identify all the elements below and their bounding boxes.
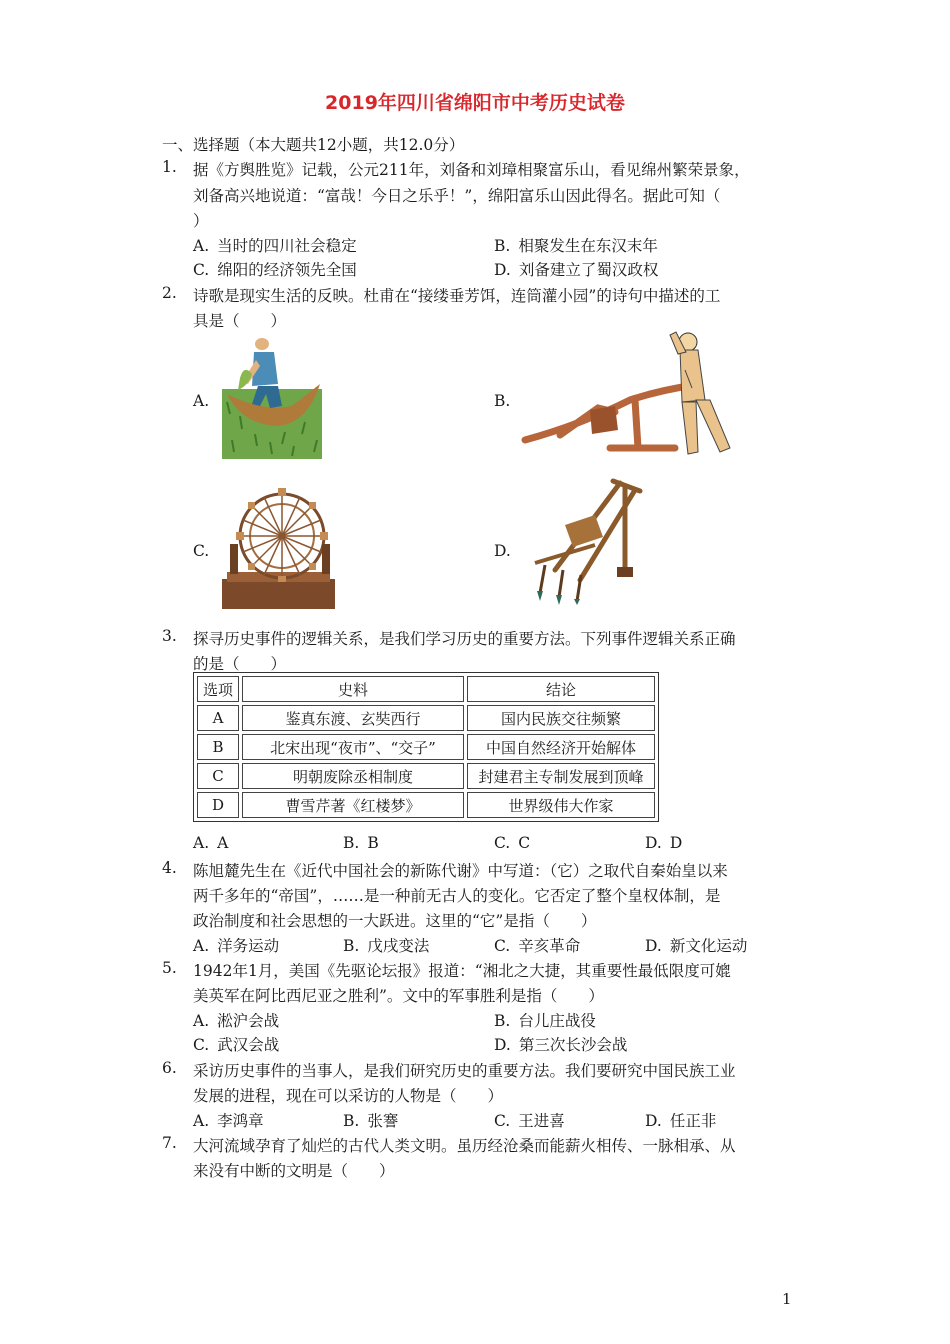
option-text: 刘备建立了蜀汉政权 bbox=[518, 261, 659, 279]
question-number: 6. bbox=[162, 1059, 177, 1077]
option-text: 辛亥革命 bbox=[518, 937, 581, 955]
table-cell: 中国自然经济开始解体 bbox=[467, 734, 655, 760]
option-label: C. bbox=[494, 1112, 511, 1130]
question-text-line: 具是（ ） bbox=[193, 312, 287, 330]
table-row bbox=[197, 734, 655, 760]
option-b[interactable] bbox=[343, 934, 429, 956]
question-text-line: 发展的进程，现在可以采访的人物是（ ） bbox=[193, 1087, 504, 1105]
option-c[interactable] bbox=[193, 1033, 279, 1055]
table-cell: 国内民族交往频繁 bbox=[467, 705, 655, 731]
table-cell: B bbox=[197, 734, 239, 760]
question-text-line: 政治制度和社会思想的一大跃进。这里的“它”是指（ ） bbox=[193, 912, 597, 930]
option-text: 淞沪会战 bbox=[217, 1012, 280, 1030]
option-text: 李鸿章 bbox=[217, 1112, 264, 1130]
option-text: 戊戌变法 bbox=[367, 937, 430, 955]
question-text-line: ） bbox=[193, 212, 209, 230]
option-text: B bbox=[367, 834, 379, 852]
question-number: 7. bbox=[162, 1134, 177, 1152]
option-label: C. bbox=[494, 834, 511, 852]
option-label: B. bbox=[494, 1012, 511, 1030]
table-cell: C bbox=[197, 763, 239, 789]
option-text: 台儿庄战役 bbox=[518, 1012, 596, 1030]
option-label: D. bbox=[645, 1112, 662, 1130]
question-text-line: 探寻历史事件的逻辑关系，是我们学习历史的重要方法。下列事件逻辑关系正确 bbox=[193, 630, 736, 648]
table-row bbox=[197, 763, 655, 789]
table-header-cell: 选项 bbox=[197, 676, 239, 702]
waterwheel-image[interactable] bbox=[222, 484, 335, 609]
option-label: B. bbox=[343, 937, 360, 955]
option-label: C. bbox=[193, 1036, 210, 1054]
table-row bbox=[197, 792, 655, 818]
question-number: 5. bbox=[162, 959, 177, 977]
option-d[interactable] bbox=[494, 1033, 627, 1055]
question-text-line: 据《方舆胜览》记载，公元211年，刘备和刘璋相聚富乐山，看见绵州繁荣景象， bbox=[193, 161, 750, 179]
table-cell: D bbox=[197, 792, 239, 818]
option-label: C. bbox=[494, 937, 511, 955]
option-text: C bbox=[518, 834, 531, 852]
table-cell: 北宋出现“夜市”、“交子” bbox=[242, 734, 464, 760]
option-d[interactable] bbox=[645, 934, 747, 956]
option-d[interactable] bbox=[494, 258, 658, 280]
question-number: 4. bbox=[162, 859, 177, 877]
option-label: A. bbox=[193, 937, 210, 955]
question-text-line: 陈旭麓先生在《近代中国社会的新陈代谢》中写道：（它）之取代自秦始皇以来 bbox=[193, 862, 728, 880]
option-a[interactable] bbox=[193, 234, 357, 256]
question-text-line: 的是（ ） bbox=[193, 655, 287, 673]
section-heading: 一、选择题（本大题共12小题，共12.0分） bbox=[162, 136, 465, 154]
option-label: D. bbox=[645, 937, 662, 955]
option-text: 洋务运动 bbox=[217, 937, 280, 955]
option-text: 王进喜 bbox=[518, 1112, 565, 1130]
option-text: D bbox=[669, 834, 683, 852]
table-cell: 明朝废除丞相制度 bbox=[242, 763, 464, 789]
exam-title: 2019年四川省绵阳市中考历史试卷 bbox=[325, 92, 625, 114]
question-text-line: 两千多年的“帝国”，……是一种前无古人的变化。它否定了整个皇权体制，是 bbox=[193, 887, 721, 905]
option-d-label[interactable]: D. bbox=[494, 542, 511, 560]
table-cell: 世界级伟大作家 bbox=[467, 792, 655, 818]
question-number: 2. bbox=[162, 284, 177, 302]
table-header-row bbox=[197, 676, 655, 702]
option-label: A. bbox=[193, 834, 210, 852]
option-label: B. bbox=[343, 834, 360, 852]
seed-drill-image[interactable] bbox=[525, 475, 645, 605]
option-b[interactable] bbox=[494, 1009, 596, 1031]
question-number: 1. bbox=[162, 158, 177, 176]
option-b-label[interactable]: B. bbox=[494, 392, 511, 410]
table-header-cell: 结论 bbox=[467, 676, 655, 702]
option-a-label[interactable]: A. bbox=[193, 392, 210, 410]
option-text: 武汉会战 bbox=[217, 1036, 280, 1054]
history-table bbox=[193, 672, 659, 822]
question-text-line: 采访历史事件的当事人，是我们研究历史的重要方法。我们要研究中国民族工业 bbox=[193, 1062, 736, 1080]
option-label: B. bbox=[343, 1112, 360, 1130]
table-row bbox=[197, 705, 655, 731]
option-c[interactable] bbox=[494, 1109, 565, 1131]
question-text-line: 大河流域孕育了灿烂的古代人类文明。虽历经沧桑而能薪火相传、一脉相承、从 bbox=[193, 1137, 736, 1155]
option-c[interactable] bbox=[193, 258, 357, 280]
option-text: 新文化运动 bbox=[669, 937, 748, 955]
option-text: A bbox=[217, 834, 229, 852]
question-text-line: 美英军在阿比西尼亚之胜利”。文中的军事胜利是指（ ） bbox=[193, 987, 604, 1005]
option-text: 绵阳的经济领先全国 bbox=[217, 261, 357, 279]
option-c-label[interactable]: C. bbox=[193, 542, 210, 560]
option-a[interactable] bbox=[193, 834, 228, 852]
option-c[interactable] bbox=[494, 934, 580, 956]
question-text-line: 诗歌是现实生活的反映。杜甫在“接缕垂芳饵，连筒灌小园”的诗句中描述的工 bbox=[193, 287, 721, 305]
question-text-line: 刘备高兴地说道：“富哉！今日之乐乎！”，绵阳富乐山因此得名。据此可知（ bbox=[193, 187, 721, 205]
seedling-horse-image[interactable] bbox=[222, 334, 322, 459]
option-c[interactable] bbox=[494, 834, 530, 852]
option-label: B. bbox=[494, 237, 511, 255]
table-header-cell: 史料 bbox=[242, 676, 464, 702]
option-a[interactable] bbox=[193, 1109, 264, 1131]
question-text-line: 来没有中断的文明是（ ） bbox=[193, 1162, 395, 1180]
option-a[interactable] bbox=[193, 1009, 279, 1031]
option-label: D. bbox=[494, 1036, 511, 1054]
option-b[interactable] bbox=[494, 234, 658, 256]
option-d[interactable] bbox=[645, 1109, 716, 1131]
option-text: 当时的四川社会稳定 bbox=[217, 237, 357, 255]
option-b[interactable] bbox=[343, 834, 379, 852]
option-text: 第三次长沙会战 bbox=[518, 1036, 628, 1054]
table-cell: 鉴真东渡、玄奘西行 bbox=[242, 705, 464, 731]
option-label: A. bbox=[193, 1012, 210, 1030]
question-text-line: 1942年1月，美国《先驱论坛报》报道：“湘北之大捷，其重要性最低限度可媲 bbox=[193, 962, 731, 980]
table-cell: 封建君主专制发展到顶峰 bbox=[467, 763, 655, 789]
option-label: D. bbox=[494, 261, 511, 279]
page-number: 1 bbox=[782, 1290, 792, 1308]
option-text: 任正非 bbox=[669, 1112, 717, 1130]
table-cell: A bbox=[197, 705, 239, 731]
option-label: A. bbox=[193, 237, 210, 255]
option-label: C. bbox=[193, 261, 210, 279]
option-text: 相聚发生在东汉末年 bbox=[518, 237, 658, 255]
table-cell: 曹雪芹著《红楼梦》 bbox=[242, 792, 464, 818]
option-a[interactable] bbox=[193, 934, 279, 956]
curved-plough-image[interactable] bbox=[520, 330, 745, 460]
option-text: 张謇 bbox=[367, 1112, 399, 1130]
option-b[interactable] bbox=[343, 1109, 398, 1131]
option-label: A. bbox=[193, 1112, 210, 1130]
question-number: 3. bbox=[162, 627, 177, 645]
option-d[interactable] bbox=[645, 834, 682, 852]
option-label: D. bbox=[645, 834, 662, 852]
